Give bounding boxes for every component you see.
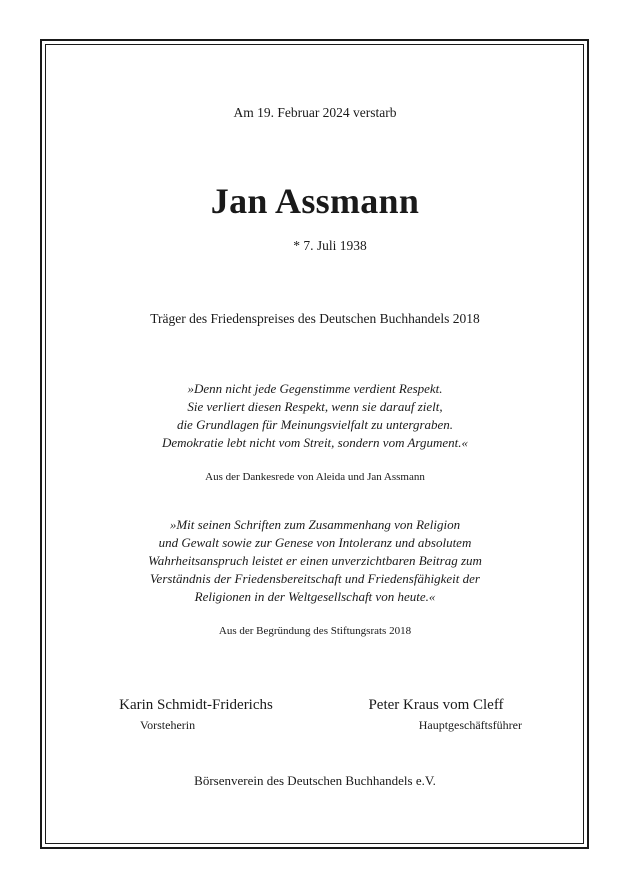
quote-citation [0,516,630,606]
signer-role: Hauptgeschäftsführer [418,718,522,732]
signer-right [350,697,522,733]
quote-source: Aus der Begründung des Stiftungsrats 2018 [218,625,412,637]
signer-left [106,697,286,733]
signer-name: Peter Kraus vom Cleff [368,697,504,713]
quote-speech [0,380,630,452]
intro-line: Am 19. Februar 2024 verstarb [233,105,397,120]
deceased-name: Jan Assmann [210,181,420,221]
signer-role: Vorsteherin [140,718,196,732]
birth-date: * 7. Juli 1938 [293,238,367,253]
quote-line: Religionen in der Weltgesellschaft von heute.« [194,589,436,604]
signer-name: Karin Schmidt-Friderichs [119,697,273,713]
quote-line: Wahrheitsanspruch leistet er einen unverzichtbaren Beitrag zum [148,553,482,568]
quote-source: Aus der Dankesrede von Aleida und Jan Assmann [205,471,425,483]
quote-line: und Gewalt sowie zur Genese von Intoleranz und absolutem [158,535,472,550]
quote-line: »Mit seinen Schriften zum Zusammenhang von Religion [169,517,461,532]
organization-name: Börsenverein des Deutschen Buchhandels e.V. [194,773,436,788]
quote-line: Demokratie lebt nicht vom Streit, sondern vom Argument.« [161,435,469,450]
quote-line: die Grundlagen für Meinungsvielfalt zu untergraben. [176,417,454,432]
prize-line: Träger des Friedenspreises des Deutschen Buchhandels 2018 [150,311,480,326]
quote-line: Verständnis der Friedensbereitschaft und Friedensfähigkeit der [150,571,480,586]
quote-line: Sie verliert diesen Respekt, wenn sie darauf zielt, [187,399,443,414]
quote-line: »Denn nicht jede Gegenstimme verdient Respekt. [187,381,443,396]
